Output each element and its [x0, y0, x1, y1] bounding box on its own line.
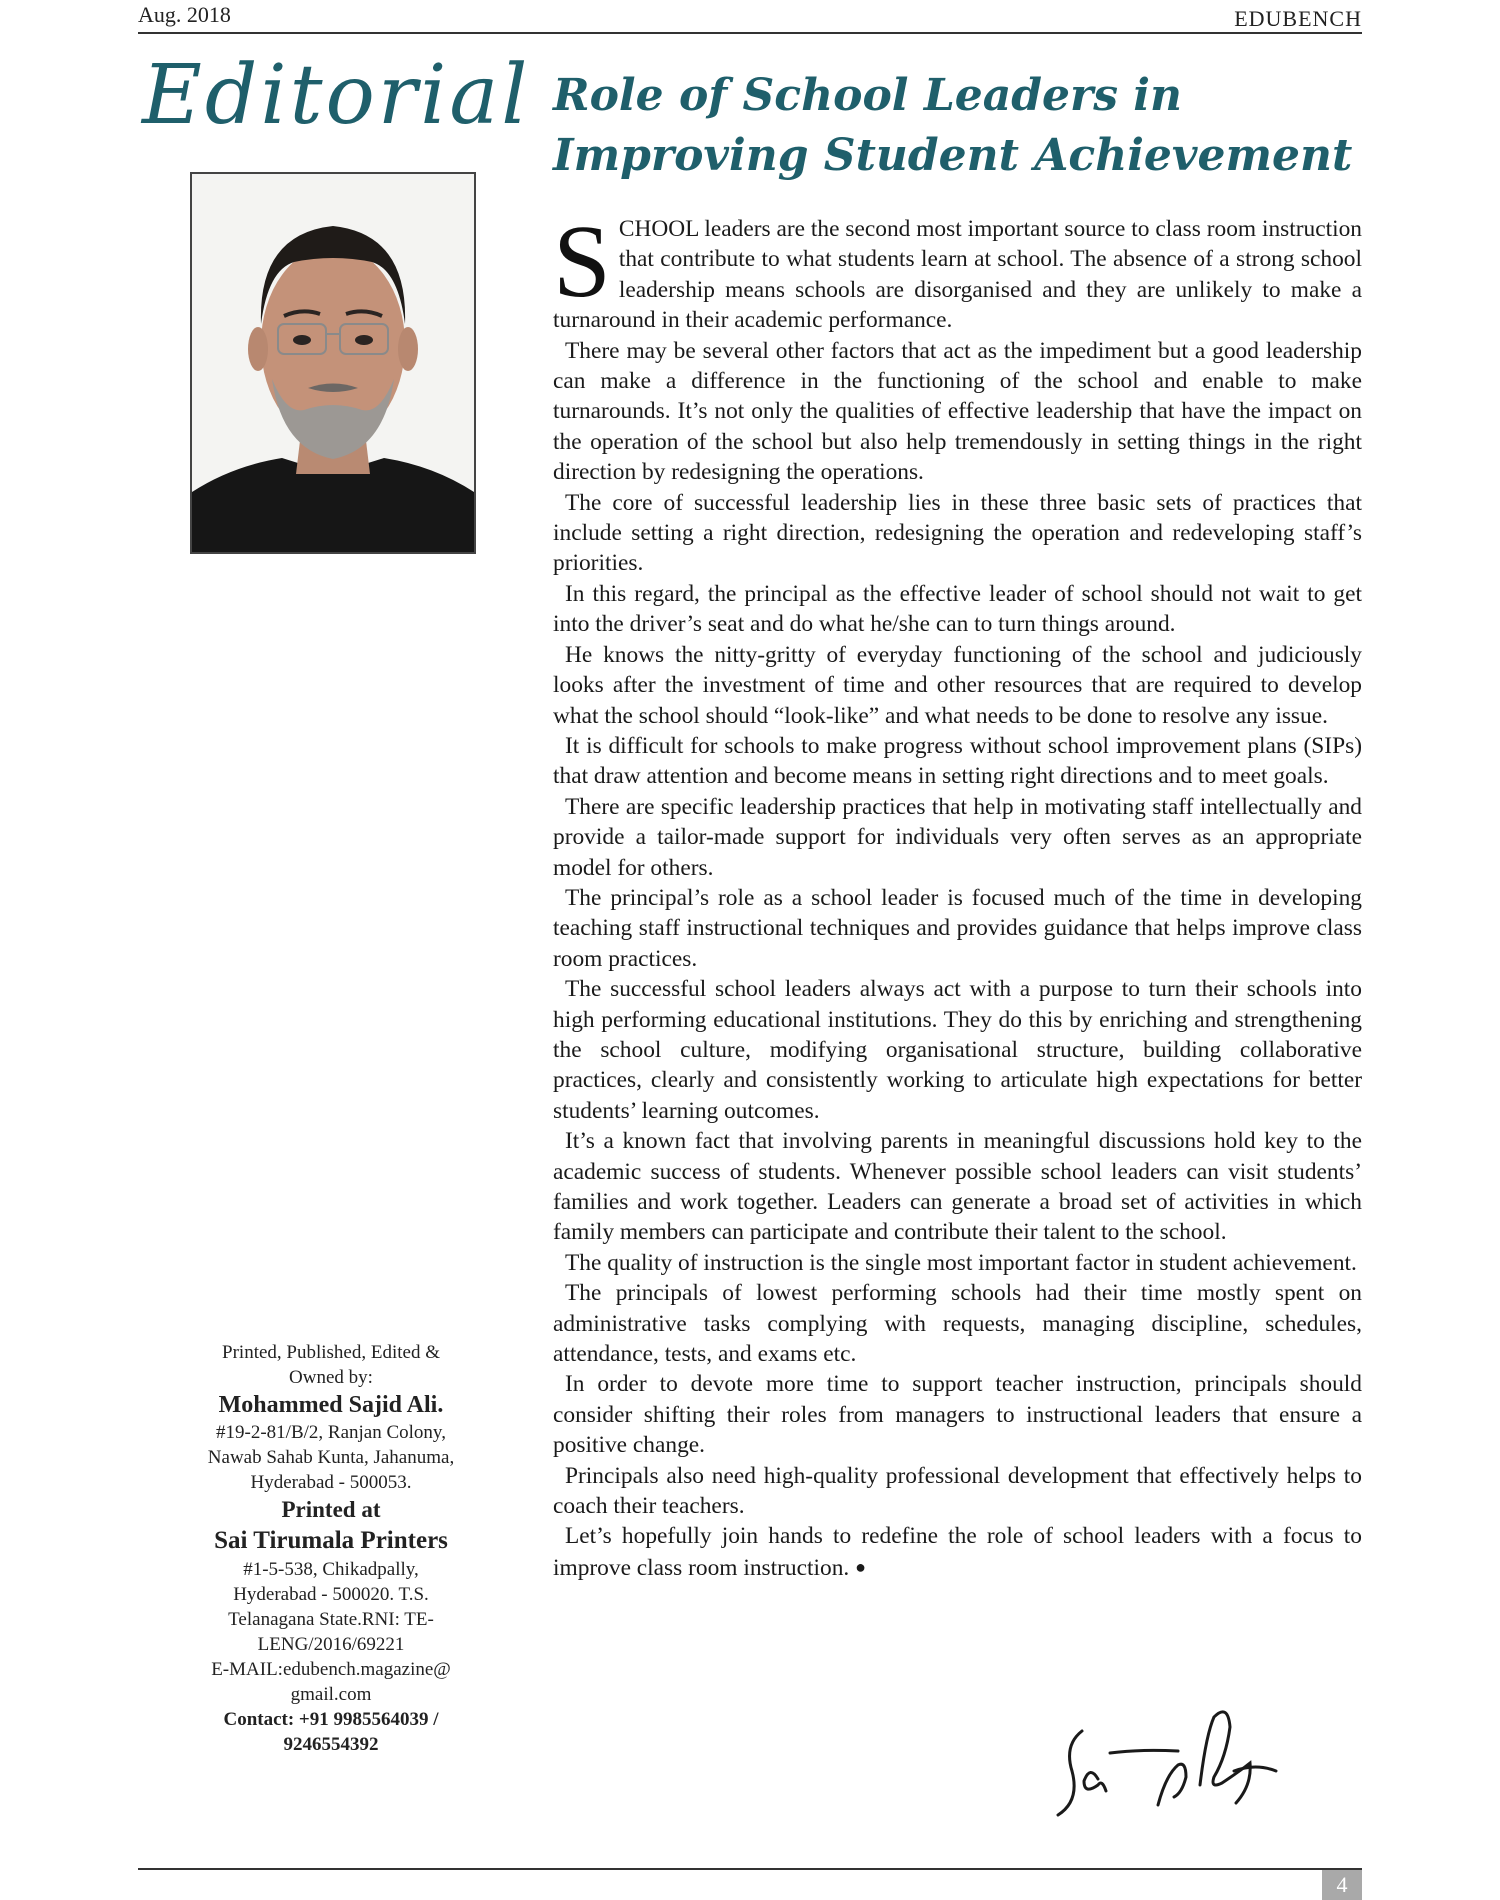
- end-mark-icon: ●: [855, 1556, 866, 1577]
- last-paragraph-text: Let’s hopefully join hands to redefine the role of school leaders with a focus to improve class room instruction.: [553, 1523, 1362, 1581]
- paragraph: In this regard, the principal as the effective leader of school should not wait to get into the driver’s seat and do what he/she can to turn things around.: [553, 580, 1362, 638]
- paragraph: The principal’s role as a school leader is focused much of the time in developing teaching staff instructional techniques and provides guidance that helps improve class room practices.: [553, 884, 1362, 972]
- paragraph: The successful school leaders always act with a purpose to turn their schools into high performing educational institutions. They do this by enriching and strengthening the school culture, modifying organisational structure, building collaborative practices, clearly and consistently working to articulate high expectations for better students’ learning outcomes.: [553, 976, 1362, 1124]
- article-title: Role of School Leaders in Improving Student Achievement: [553, 70, 1353, 181]
- section-label: Editorial: [142, 48, 531, 143]
- paragraph: In order to devote more time to support teacher instruction, principals should consider shifting their roles from managers to instructional leaders that ensure a positive change.: [553, 1371, 1362, 1459]
- page-number: 4: [1322, 1870, 1362, 1900]
- paragraph: Principals also need high-quality professional development that effectively helps to coach their teachers.: [553, 1462, 1362, 1520]
- article-body: [553, 204, 1362, 1583]
- imprint-label: Printed, Published, Edited &: [222, 1342, 440, 1363]
- footer-rule: [138, 1868, 1362, 1870]
- paragraph: The core of successful leadership lies in these three basic sets of practices that include setting a right direction, redesigning the operation and redeveloping staff’s priorities.: [553, 489, 1362, 577]
- printer-address: Telanagana State.RNI: TE-: [228, 1609, 434, 1630]
- paragraph: It’s a known fact that involving parents in meaningful discussions hold key to the academic success of students. Whenever possible school leaders can visit students’ families and work together. Leaders can generate a broad set of activities in which family members can participate and contribute their talent to the school.: [553, 1128, 1362, 1246]
- owner-address: #19-2-81/B/2, Ranjan Colony,: [216, 1422, 446, 1443]
- paragraph: The quality of instruction is the single most important factor in student achievement.: [565, 1249, 1357, 1276]
- paragraph: He knows the nitty-gritty of everyday functioning of the school and judiciously looks after the investment of time and other resources that are required to develop what the school should “look-like” and what needs to be done to resolve any issue.: [553, 641, 1362, 729]
- paragraph: The principals of lowest performing schools had their time mostly spent on administrative tasks complying with requests, managing discipline, schedules, attendance, tests, and exams etc.: [553, 1280, 1362, 1368]
- owner-name: Mohammed Sajid Ali.: [218, 1392, 444, 1418]
- first-paragraph-text: CHOOL leaders are the second most important source to class room instruction that contribute to what students learn at school. The absence of a strong school leadership means schools are disorganised and they are unlikely to make a turnaround in their academic performance.: [553, 216, 1362, 334]
- drop-cap: S: [553, 204, 611, 319]
- paragraph: There are specific leadership practices that help in motivating staff intellectually and provide a tailor-made support for individuals very often serves as an appropriate model for others.: [553, 793, 1362, 881]
- printer-address: LENG/2016/69221: [257, 1634, 405, 1655]
- header-rule: [138, 32, 1362, 34]
- first-paragraph: [553, 204, 1362, 336]
- signature: [1050, 1705, 1280, 1825]
- imprint-block: [180, 1340, 482, 1757]
- header-date: Aug. 2018: [138, 2, 231, 27]
- printed-at-label: Printed at: [281, 1497, 381, 1522]
- printer-address: #1-5-538, Chikadpally,: [243, 1559, 419, 1580]
- owner-address: Nawab Sahab Kunta, Jahanuma,: [207, 1447, 455, 1468]
- email: E-MAIL:edubench.magazine@: [211, 1659, 451, 1680]
- paragraph: There may be several other factors that act as the impediment but a good leadership can make a difference in the functioning of the school and enable to make turnarounds. It’s not only the qualities of effective leadership that have the impact on the operation of the school but also help tremendously in setting things in the right direction by redesigning the operations.: [553, 337, 1362, 486]
- email: gmail.com: [290, 1684, 372, 1705]
- printer-name: Sai Tirumala Printers: [214, 1527, 448, 1554]
- last-paragraph: [553, 1521, 1362, 1583]
- printer-address: Hyderabad - 500020. T.S.: [233, 1584, 429, 1605]
- author-photo: [190, 172, 476, 554]
- paragraph: It is difficult for schools to make progress without school improvement plans (SIPs) that draw attention and become means in setting right directions and to meet goals.: [553, 732, 1362, 790]
- owner-address: Hyderabad - 500053.: [250, 1472, 412, 1493]
- imprint-label: Owned by:: [289, 1367, 373, 1388]
- magazine-name: EDUBENCH: [1234, 6, 1362, 31]
- contact: Contact: +91 9985564039 /: [223, 1709, 439, 1730]
- contact: 9246554392: [283, 1734, 379, 1755]
